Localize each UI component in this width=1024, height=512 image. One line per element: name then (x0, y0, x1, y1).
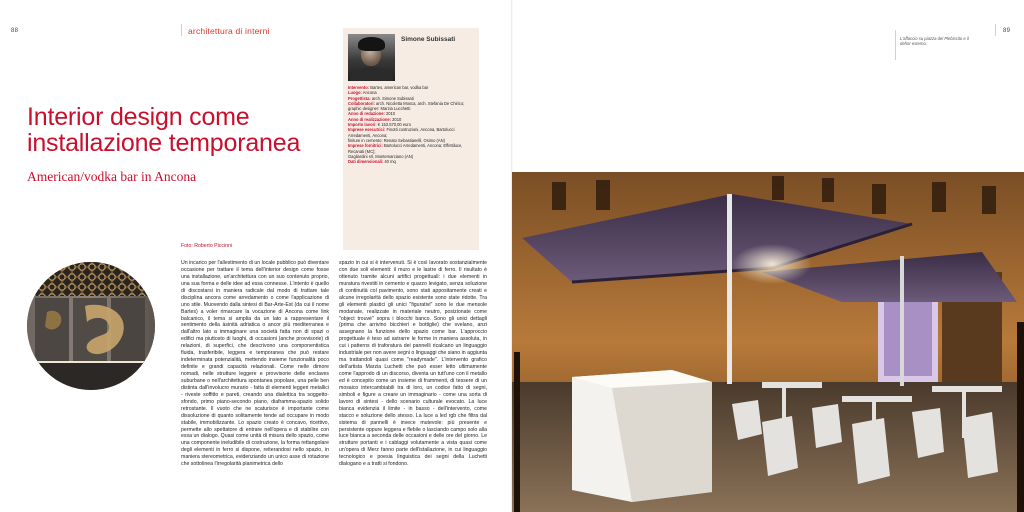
credit-row (348, 127, 476, 138)
credit-value: finiture in cemento: Renato Sebastianelli, Osimo (AN) (348, 137, 445, 143)
credit-value: 40 mq (383, 159, 396, 165)
credit-value: 2010 (391, 116, 402, 122)
right-page-rule (995, 24, 996, 36)
bar-exterior-photo (512, 172, 1024, 512)
photo-credit: Foto: Roberto Piccinni (181, 243, 233, 249)
body-column-1: Un incarico per l'allestimento di un locale pubblico può diventare occasione per trattare il tema dell'interior design come fosse una installazione, un'architettura con un suo contenuto proprio, una sua forma e delle idee ad essa connesse. L'intento è quello di discostarsi in maniera radicale dal modo di trattare tale disciplina ancora come arredamento o come l'applicazione di uno stile. Muovendo dalla sintesi di Bar-Arte-Est (da cui il nome Bartes) a voler rimarcare la vocazione di Ancona come link balcanico, il tema si amplia da un lato a rappresentare il sentimento della àsinità adriatica o ancor più mediterranea e dall'altro lato a immaginare una società fatta non di spazi o edifici ma piuttosto di luoghi, di occasioni (anche provvisorie) di relazioni, di superfici, che descrivono una componentistica fluida, trasferibile, leggera e temporanea che può restare indeterminata potenzialità, mettendo insieme funzionalità poco definite e grandi capacità relazionali. Come nelle dimore nomadi, nelle strutture leggere e provvisorie delle enclaves suburbane o nell'architettura spontanea popolare, una pelle ben distinta dall'involucro murario - fatta di elementi leggeri metallici - riveste soffitto e pareti, creando una dialettica tra soggetto-sfondo, primo piano-secondo piano, diaframma-spazio solido retrostante. Il vuoto che ne scaturisce è importante come dissoluzione di quanto solitamente tende ad occupare in modo stabile, immobilizzante. Lo spazio creato è concavo, ricettivo, permette allo spettatore di entrare nell'opera e di stabilire con essa un dialogo. Quasi come unità di misura dello spazio, come una componente ineludibile di costruzione, la forma rettangolare degli elementi in ferro si dispone, reiterandosi nello spazio, in maniera stereometrica, evidenziando un unico asse di rotazione che sottolinea l'irregolarità planimetrica dello (181, 260, 329, 468)
section-rule (181, 24, 182, 36)
portrait-shoulders (350, 67, 393, 81)
body-column-2: spazio in cui si è intervenuti. Si è così lavorato sostanzialmente con due soli elementi: il muro e le lastre di ferro. Il risultato è ottenuto tramite alcuni artifici progettuali: i due elementi in muratura rivestiti in cemento e quarzo levigato, senza soluzione di continuità col pavimento, sono stati appositamente creati e alcune irregolarità dello spazio esistente sono state ridotte. Tra gli elementi plastici gli unici "figurativi" sono le due mensole modanate, realizzate in materiale neutro, posizionate come "object trouvé" sopra i blocchi banco. Sono gli unici dettagli (prima che arrivino bicchieri e bottiglie) che svelano, anzi assegnano la funzione dello spazio come bar. L'approccio progettuale è teso ad astrarre le forme in maniera assoluta, in cui i patterns di traforatura dei pannelli ricalcano un linguaggio industriale per non avere segni o linguaggi che siano in aggiunta ma trattandoli quasi come "readymade". L'intervento grafico dell'artista Marzia Luchetti che può esser letto ultimamente come l'approdo di un discorso, diventa un tutt'uno con il metallo ed è concepito come un insieme di frammenti, di tessere di un mosaico intercambiabili tra di loro, un codice fatto di segni, simboli e figure a creare un immaginario - come una sorta di lavoro di sintesi - dello scenario culturale evocato. La luce bianca evidenzia il limite - in basso - dell'intervento, come stacco e soluzione dello stesso. La luce a led rgb che filtra dal sistema di pannelli è invece mutevole: più presente e persistente oppure leggera e flebile o lasciando campo solo alla luce bianca a seconda delle occasioni e delle ore del giorno. Le strutture portanti e i cablaggi volutamente a vista quasi come un'opera di Merz fanno parte dell'istallazione, in cui linguaggio tecnologico e poesia linguistica dei segni della Luchetti dialogano e a tratti si fondono. (339, 260, 487, 468)
credit-key: Progettista: (348, 95, 371, 101)
credit-value: Bartes, american bar, vodka bar (369, 85, 429, 90)
credit-value: arch. Simone Subissati (370, 95, 414, 101)
credit-key: Importo lavori: (348, 122, 377, 128)
credit-key: Anno di realizzazione: (348, 116, 391, 122)
title-line-2: installazione temporanea (27, 129, 301, 157)
credit-row (348, 143, 476, 154)
left-page-number: 88 (11, 28, 19, 34)
photo-caption: L'affaccio su piazza del Plebiscito e il dehor esterno. (900, 36, 969, 47)
article-subtitle: American/vodka bar in Ancona (27, 169, 197, 184)
credit-value: Bartolucci Arredamenti, Ancona; Effettiluce, Recanati (MC); (348, 143, 463, 154)
right-page-number: 89 (1003, 28, 1011, 34)
credit-key: Intervento: (348, 85, 370, 90)
credit-key: Anno di redazione: (348, 111, 385, 117)
portrait-hair (358, 37, 385, 51)
credit-value: 2010 (384, 111, 396, 117)
caption-rule (895, 30, 896, 60)
interior-detail-photo (27, 262, 155, 390)
architect-name: Simone Subissati (401, 36, 456, 43)
credit-key: Dati dimensionali: (348, 159, 384, 165)
project-info-box (343, 28, 479, 250)
credit-value: Gagliardini srl, Montemarciano (AN) (348, 153, 414, 159)
article-title (27, 104, 300, 156)
credit-key: Luogo: (348, 90, 362, 96)
title-line-1: Interior design come (27, 103, 250, 131)
architect-portrait (348, 34, 395, 81)
credit-value: € 153.570,00 euro (376, 122, 412, 128)
credit-key: Collaboratori: (348, 100, 375, 106)
bar-exterior-illustration (512, 172, 1024, 512)
credit-value: Finotti costruzioni, Ancona, Bartolucci Arredamenti, Ancona; (348, 127, 455, 138)
credit-value: arch. Nicoletta Mosca, arch. Stefania De Chirico; graphic designer: Marzia Lucchetti (348, 100, 465, 112)
credit-row (348, 101, 476, 112)
section-title: architettura di interni (188, 26, 270, 36)
credit-row (348, 159, 476, 164)
credit-key: Imprese fornitrici: (348, 143, 383, 149)
credit-value: Ancona (361, 90, 377, 96)
interior-detail-illustration (27, 262, 155, 390)
project-credits (348, 85, 476, 164)
credit-key: Imprese esecutrici: (348, 127, 386, 133)
